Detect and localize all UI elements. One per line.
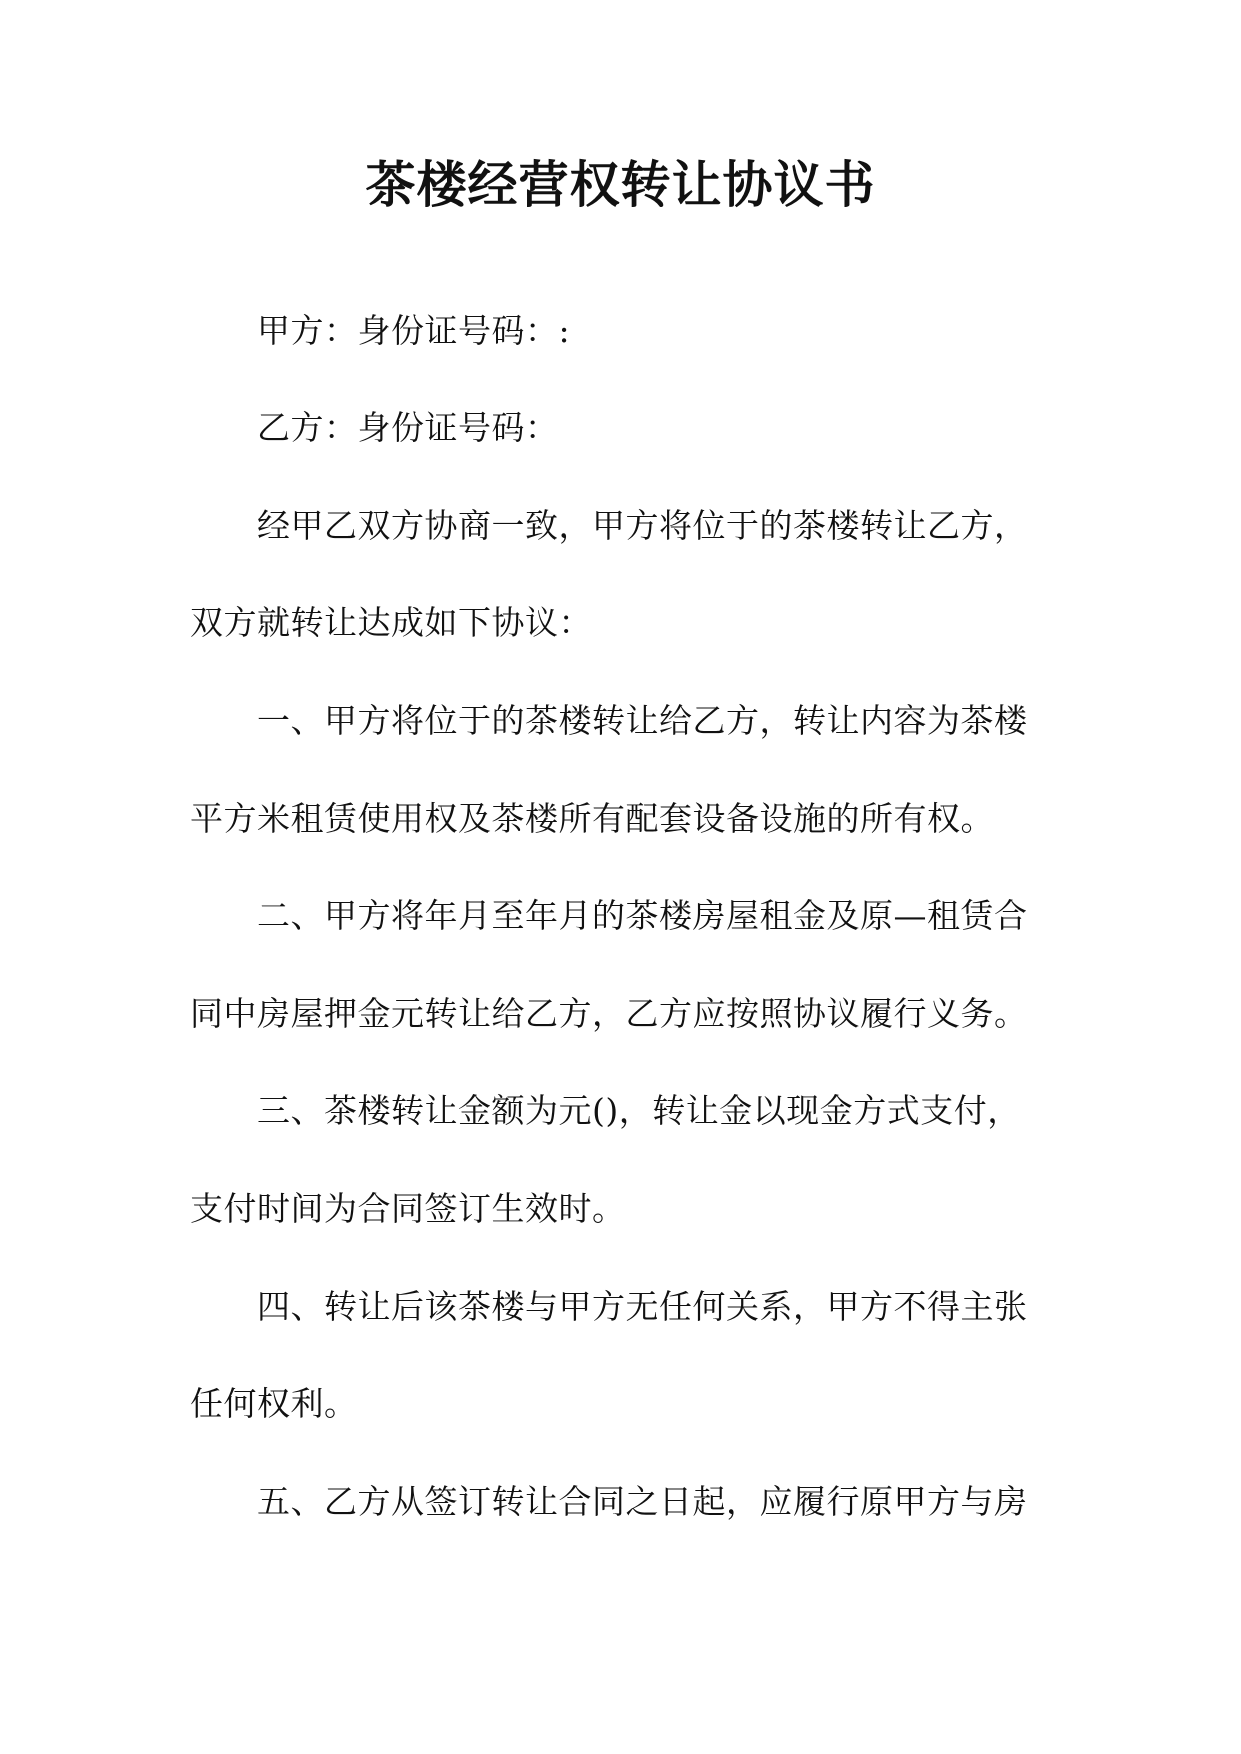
clause-4-line-1: 四、转让后该茶楼与甲方无任何关系，甲方不得主张 — [257, 1287, 1028, 1326]
clause-1-line-2: 平方米租赁使用权及茶楼所有配套设备设施的所有权。 — [190, 799, 994, 838]
clause-2-line-1: 二、甲方将年月至年月的茶楼房屋租金及原—租赁合 — [257, 896, 1028, 935]
clause-3-line-1: 三、茶楼转让金额为元()，转让金以现金方式支付， — [257, 1091, 1021, 1130]
clause-1-line-1: 一、甲方将位于的茶楼转让给乙方，转让内容为茶楼 — [257, 701, 1028, 740]
document-title: 茶楼经营权转让协议书 — [365, 155, 876, 214]
clause-3-line-2: 支付时间为合同签订生效时。 — [190, 1189, 626, 1228]
clause-2-line-2: 同中房屋押金元转让给乙方，乙方应按照协议履行义务。 — [190, 994, 1028, 1033]
preamble-line-1: 经甲乙双方协商一致，甲方将位于的茶楼转让乙方， — [257, 506, 1028, 545]
party-a-line: 甲方：身份证号码：: — [257, 311, 571, 350]
preamble-line-2: 双方就转让达成如下协议： — [190, 603, 592, 642]
clause-4-line-2: 任何权利。 — [190, 1384, 358, 1423]
party-b-line: 乙方：身份证号码： — [257, 408, 559, 447]
clause-5-line-1: 五、乙方从签订转让合同之日起，应履行原甲方与房 — [257, 1482, 1028, 1521]
